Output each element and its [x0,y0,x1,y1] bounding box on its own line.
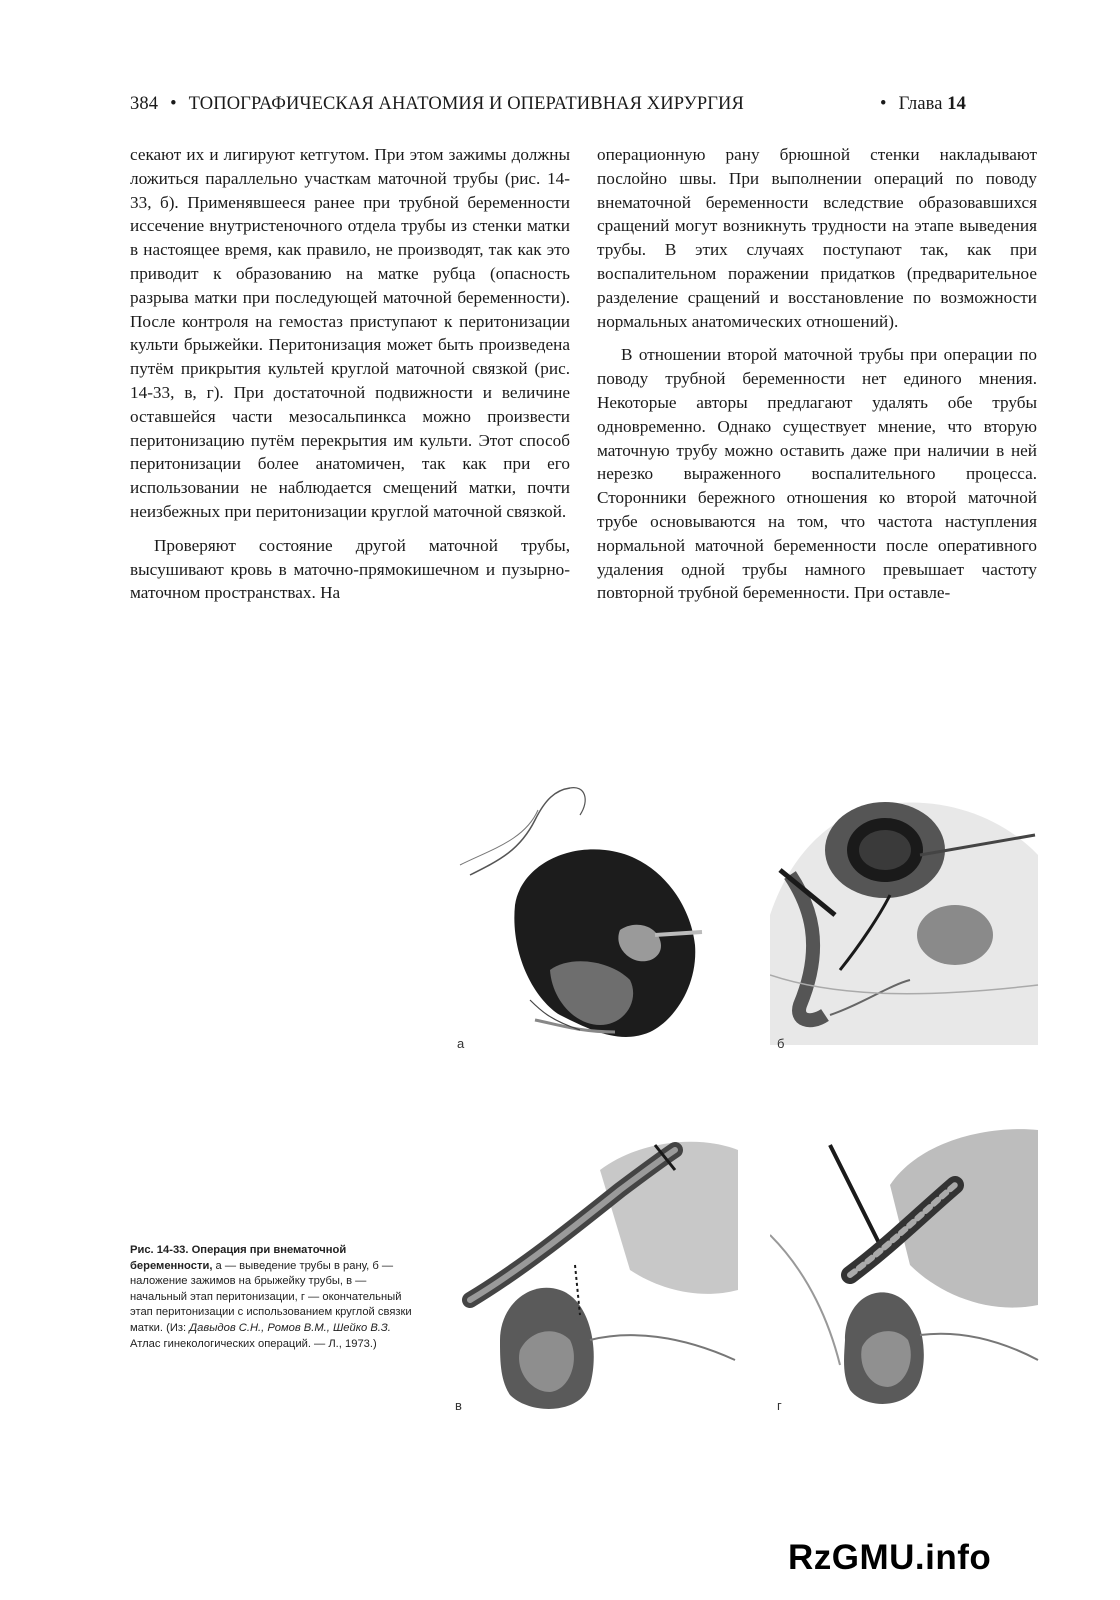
chapter-label [868,94,966,115]
panel-label-b: б [777,1036,785,1051]
site-watermark: RzGMU.info [788,1538,992,1577]
book-title: ТОПОГРАФИЧЕСКАЯ АНАТОМИЯ И ОПЕРАТИВНАЯ ХИРУРГИЯ [188,94,744,114]
chapter-word: Глава [898,94,943,114]
caption-title: Рис. 14-33. Операция при внематочной беременности, [130,1244,347,1272]
running-header [130,94,966,115]
paragraph: операционную рану брюшной стенки накладывают послойно швы. При выполнении операций по поводу внематочной беременности вследствие образовавшихся сращений могут возникнуть трудности на этапе выведения трубы. В этих случаях поступают так, как при воспалительном поражении придатков (предварительное разделение сращений и восстановление по возможности нормальных анатомических отношений). [597,145,1037,331]
paragraph: В отношении второй маточной трубы при операции по поводу трубной беременности нет единого мнения. Некоторые авторы предлагают удалять обе трубы одновременно. Однако существует мнение, что вторую маточную трубу можно оставить даже при наличии в ней нерезко выраженного воспалительного процесса. Сторонники бережного отношения ко второй маточной трубе основываются на том, что частота наступления нормальной маточной беременности после оперативного удаления одной трубы намного превышает частоту повторной трубной беременности. При оставле- [597,345,1037,603]
paragraph: секают их и лигируют кетгутом. При этом зажимы должны ложиться параллельно участкам маточной трубы (рис. 14-33, б). Применявшееся ранее при трубной беременности иссечение внутристеночного отдела трубы из стенки матки в настоящее время, как правило, не производят, так как это приводит к образованию на матке рубца (опасность разрыва матки при последующей маточной беременности). После контроля на гемостаз приступают к перитонизации культи брыжейки. Перитонизация может быть произведена путём прикрытия культей круглой маточной связкой (рис. 14-33, в, г). При достаточной подвижности и величине оставшейся части мезосальпинкса можно произвести перитонизацию путём перекрытия им культи. Этот способ перитонизации более анатомичен, так как при его использовании не наблюдается смещений матки, почти неизбежных при перитонизации круглой маточной связкой. [130,145,570,521]
paragraph: Проверяют состояние другой маточной трубы, высушивают кровь в маточно-прямокишечном и пузырно-маточном пространствах. На [130,535,570,603]
chapter-number: 14 [947,94,966,114]
caption-description: а — выведение трубы в рану, б — наложение зажимов на брыжейку трубы, в — начальный этап перитонизации, г — окончательный этап перитонизации с использованием круглой связки матки. (Из: [130,1259,412,1334]
panel-label-g: г [777,1398,782,1413]
panel-label-a: а [457,1036,465,1051]
caption-source: Атлас гинекологических операций. — Л., 1973.) [130,1337,377,1350]
surgical-illustration-a-icon [440,770,720,1050]
left-text-column [130,143,570,605]
caption-authors: Давыдов С.Н., Ромов В.М., Шейко В.З. [189,1321,391,1334]
surgical-illustration-v-icon [460,1130,740,1420]
page-number: 384 [130,94,159,114]
right-text-column [597,143,1037,605]
surgical-illustration-b-icon [770,795,1040,1045]
header-separator: • [170,94,177,114]
surgical-illustration-g-icon [770,1125,1040,1415]
panel-label-v: в [455,1398,462,1413]
header-separator: • [880,94,887,114]
figure-caption [130,1243,420,1352]
